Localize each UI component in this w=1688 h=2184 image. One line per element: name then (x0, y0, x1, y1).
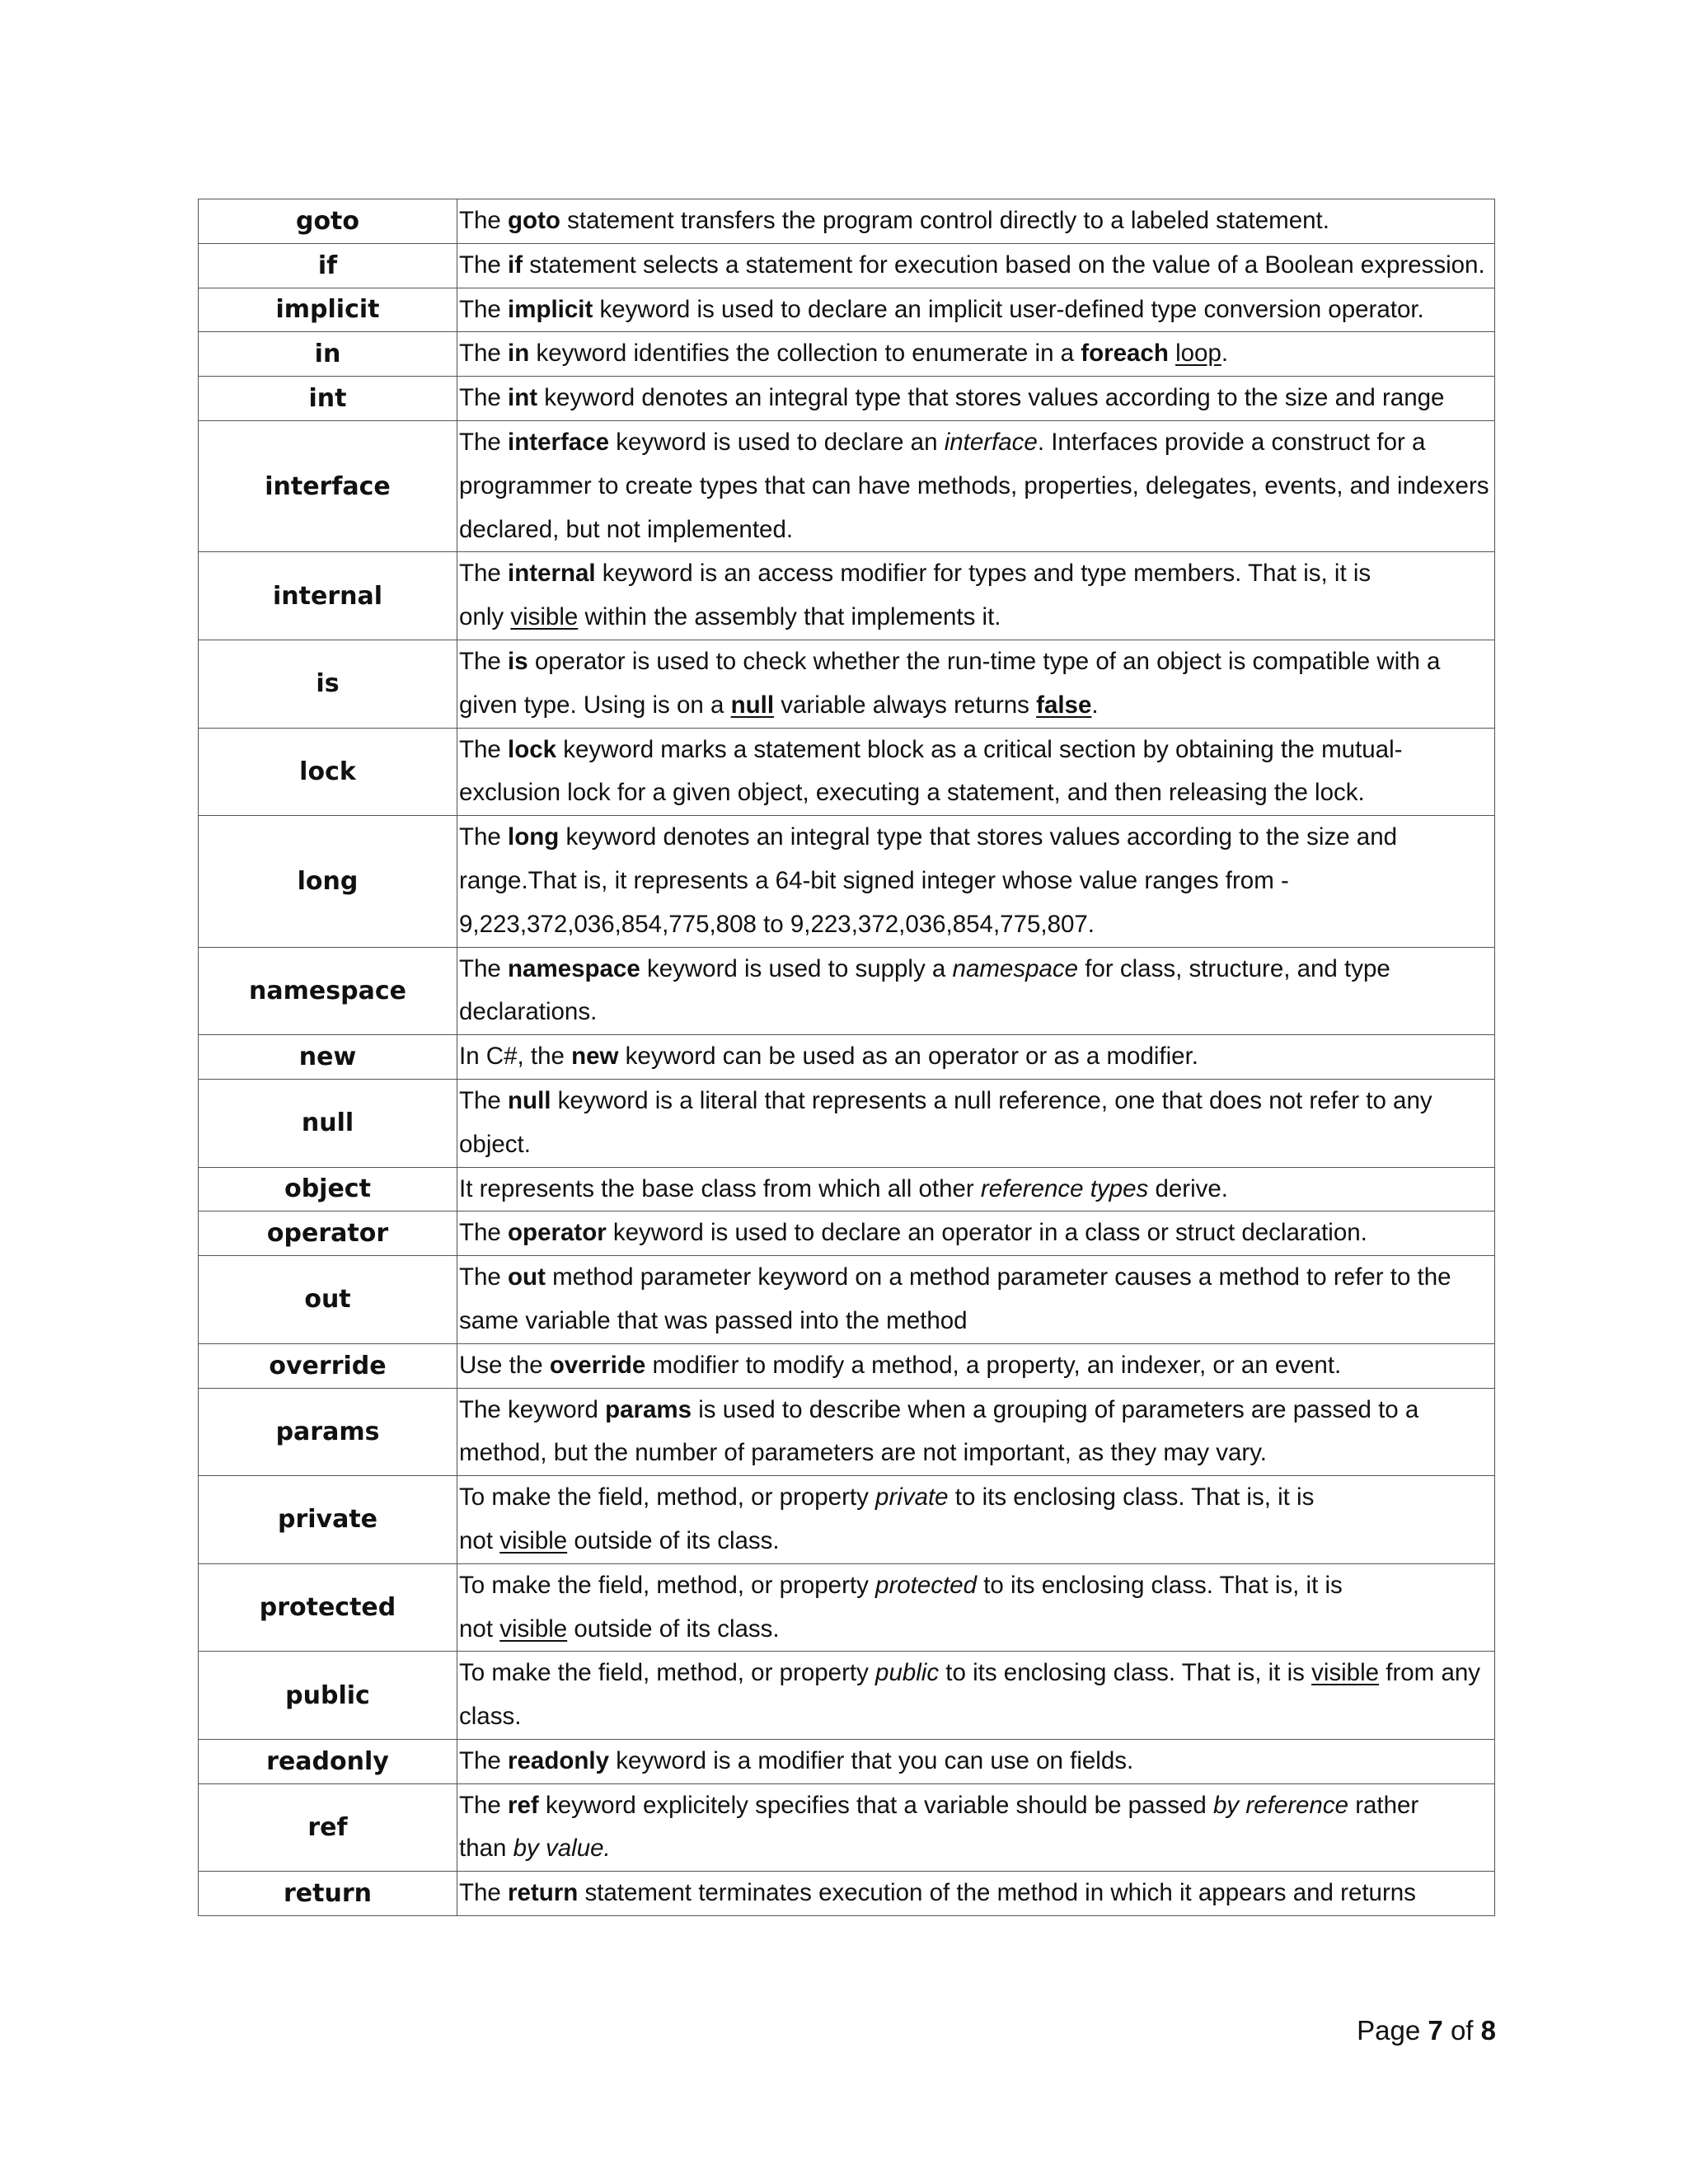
description-cell (457, 1343, 1495, 1388)
description-segment: false (1036, 691, 1092, 719)
description-cell (457, 1035, 1495, 1080)
keyword-row (199, 1388, 1495, 1476)
description-cell (457, 1563, 1495, 1652)
keyword-table (198, 199, 1495, 1916)
description-segment: outside of its class. (567, 1615, 780, 1643)
description-cell (457, 1739, 1495, 1783)
description-cell (457, 1476, 1495, 1564)
keyword-cell: int (199, 377, 457, 421)
page-footer (1357, 2015, 1496, 2046)
description-segment: The (459, 954, 509, 982)
description-cell (457, 640, 1495, 728)
description-segment: Use the (459, 1351, 550, 1379)
description-segment: readonly (508, 1746, 609, 1774)
description-segment: within the assembly that implements it. (578, 603, 1001, 631)
description-segment: The (459, 560, 509, 588)
keyword-row (199, 552, 1495, 640)
keyword-cell: override (199, 1343, 457, 1388)
keyword-cell: out (199, 1256, 457, 1344)
description-segment: keyword denotes an integral type that stores values according to the size and (559, 823, 1398, 851)
description-segment: keyword is used to supply a (640, 954, 953, 982)
description-segment: new (571, 1043, 619, 1071)
description-segment: operator (508, 1219, 607, 1247)
description-segment: visible (510, 603, 579, 631)
description-segment: keyword can be used as an operator or as a modifier. (618, 1043, 1198, 1071)
keyword-row (199, 1783, 1495, 1872)
description-segment: private (875, 1483, 949, 1511)
description-segment: The (459, 1263, 509, 1291)
keyword-cell: params (199, 1388, 457, 1476)
description-segment: by value. (513, 1835, 611, 1863)
description-cell (457, 1872, 1495, 1916)
description-segment: . (1091, 691, 1099, 719)
keyword-row (199, 816, 1495, 947)
description-segment: The (459, 1879, 509, 1907)
page-number: 7 (1428, 2015, 1443, 2046)
description-segment: lock (508, 735, 557, 763)
description-segment: range.That is, it represents a 64-bit signed integer whose value ranges from - (459, 866, 1289, 894)
description-segment: int (508, 384, 538, 412)
description-cell (457, 243, 1495, 288)
description-segment: The (459, 340, 509, 368)
keyword-row (199, 1256, 1495, 1344)
description-segment: It represents the base class from which all other (459, 1174, 981, 1202)
description-segment: derive. (1148, 1174, 1228, 1202)
description-segment: keyword explicitely specifies that a variable should be passed (538, 1791, 1214, 1819)
description-segment: keyword identifies the collection to enumerate in a (529, 340, 1081, 368)
keyword-row (199, 1212, 1495, 1256)
description-segment: by reference (1213, 1791, 1348, 1819)
description-segment (1169, 340, 1175, 367)
description-segment: than (459, 1835, 513, 1863)
description-segment: method parameter keyword on a method parameter causes a method to refer to the same variable that was passed into the method (459, 1263, 1451, 1334)
description-segment: foreach (1081, 340, 1169, 368)
description-segment: visible (499, 1526, 568, 1554)
keyword-row (199, 288, 1495, 332)
description-segment: only (459, 603, 511, 631)
description-segment: visible (499, 1615, 568, 1643)
description-segment: rather (1348, 1791, 1419, 1819)
description-cell (457, 1783, 1495, 1872)
description-segment: loop (1175, 340, 1221, 368)
description-segment: To make the field, method, or property (459, 1483, 876, 1511)
description-segment: operator is used to check whether the run-time type of an object is compatible with a given type. Using is on a (459, 647, 1441, 719)
description-segment: to its enclosing class. That is, it is (977, 1571, 1343, 1599)
description-segment: statement transfers the program control directly to a labeled statement. (560, 207, 1329, 234)
description-segment: 9,223,372,036,854,775,808 to 9,223,372,036,854,775,807. (459, 910, 1095, 938)
description-segment: visible (1311, 1659, 1380, 1687)
description-segment: The (459, 647, 509, 675)
description-segment: The (459, 1219, 509, 1247)
description-segment: The (459, 207, 509, 234)
keyword-row (199, 947, 1495, 1035)
keyword-cell: protected (199, 1563, 457, 1652)
description-segment: out (508, 1263, 546, 1291)
description-segment: return (508, 1879, 579, 1907)
description-segment: long (508, 823, 560, 851)
description-segment: interface (944, 428, 1038, 456)
description-segment: keyword marks a statement block as a critical section by obtaining the mutual- (556, 735, 1403, 763)
keyword-cell: public (199, 1652, 457, 1740)
keyword-cell: readonly (199, 1739, 457, 1783)
description-segment: The (459, 428, 509, 456)
keyword-table-body (199, 199, 1495, 1916)
description-segment: keyword is used to declare an (609, 428, 945, 456)
page-prefix: Page (1357, 2015, 1428, 2046)
keyword-row (199, 728, 1495, 816)
description-segment: To make the field, method, or property (459, 1659, 876, 1687)
keyword-cell: long (199, 816, 457, 947)
keyword-row (199, 1739, 1495, 1783)
description-segment: null (730, 691, 775, 719)
description-segment: The (459, 735, 509, 763)
description-segment: The (459, 295, 509, 323)
description-segment: keyword is used to declare an implicit user-defined type conversion operator. (593, 295, 1424, 323)
page-of: of (1442, 2015, 1481, 2046)
description-segment: The (459, 1746, 509, 1774)
description-cell (457, 377, 1495, 421)
description-cell (457, 1079, 1495, 1167)
keyword-cell: in (199, 332, 457, 377)
description-segment: The (459, 1791, 509, 1819)
description-segment: in (508, 340, 530, 368)
description-segment: from any class. (459, 1659, 1481, 1731)
keyword-cell: operator (199, 1212, 457, 1256)
description-cell (457, 199, 1495, 244)
keyword-cell: private (199, 1476, 457, 1564)
keyword-row (199, 332, 1495, 377)
keyword-cell: implicit (199, 288, 457, 332)
description-segment: ref (508, 1791, 539, 1819)
description-segment: internal (508, 560, 596, 588)
description-segment: implicit (508, 295, 593, 323)
keyword-row (199, 243, 1495, 288)
description-segment: for class, structure, and type declarations. (459, 954, 1390, 1026)
description-segment: variable always returns (774, 691, 1037, 719)
keyword-cell: internal (199, 552, 457, 640)
description-segment: The (459, 251, 509, 279)
description-segment: interface (508, 428, 610, 456)
description-segment: exclusion lock for a given object, executing a statement, and then releasing the lock. (459, 779, 1365, 807)
keyword-cell: if (199, 243, 457, 288)
keyword-cell: goto (199, 199, 457, 244)
description-cell (457, 552, 1495, 640)
description-segment: is used to describe when a grouping of parameters are passed to a method, but the number of parameters are not important, as they may vary. (459, 1395, 1419, 1467)
description-segment: keyword is used to declare an operator in a class or struct declaration. (606, 1219, 1367, 1247)
keyword-row (199, 1563, 1495, 1652)
description-segment: To make the field, method, or property (459, 1571, 876, 1599)
description-cell (457, 1167, 1495, 1212)
keyword-cell: lock (199, 728, 457, 816)
keyword-row (199, 377, 1495, 421)
description-segment: keyword is a literal that represents a null reference, one that does not refer to any object. (459, 1086, 1432, 1158)
keyword-cell: return (199, 1872, 457, 1916)
keyword-row (199, 1035, 1495, 1080)
keyword-cell: ref (199, 1783, 457, 1872)
description-segment: . Interfaces provide a construct for a programmer to create types that can have methods, properties, delegates, events, and indexers declared, but not implemented. (459, 428, 1489, 543)
keyword-cell: null (199, 1079, 457, 1167)
description-segment: namespace (508, 954, 640, 982)
description-segment: The (459, 1086, 509, 1114)
description-segment: params (605, 1395, 692, 1423)
description-segment: null (508, 1086, 551, 1114)
description-segment: protected (875, 1571, 978, 1599)
keyword-row (199, 420, 1495, 551)
description-segment: outside of its class. (567, 1526, 780, 1554)
description-segment: The (459, 384, 509, 412)
description-segment: modifier to modify a method, a property, an indexer, or an event. (645, 1351, 1342, 1379)
description-segment: is (508, 647, 528, 675)
keyword-row (199, 1343, 1495, 1388)
description-segment: statement terminates execution of the method in which it appears and returns (578, 1879, 1416, 1907)
description-segment: not (459, 1526, 500, 1554)
keyword-cell: interface (199, 420, 457, 551)
description-cell (457, 816, 1495, 947)
description-cell (457, 1212, 1495, 1256)
page-total: 8 (1480, 2015, 1496, 2046)
description-segment: keyword is a modifier that you can use on fields. (609, 1746, 1134, 1774)
keyword-row (199, 1167, 1495, 1212)
description-cell (457, 1652, 1495, 1740)
description-segment: keyword is an access modifier for types and type members. That is, it is (595, 560, 1372, 588)
description-segment: not (459, 1615, 500, 1643)
description-cell (457, 1256, 1495, 1344)
keyword-row (199, 1652, 1495, 1740)
description-cell (457, 332, 1495, 377)
description-cell (457, 420, 1495, 551)
description-cell (457, 288, 1495, 332)
description-segment: In C#, the (459, 1043, 572, 1071)
description-segment: to its enclosing class. That is, it is (948, 1483, 1315, 1511)
description-segment: statement selects a statement for execution based on the value of a Boolean expression. (523, 251, 1485, 279)
description-segment: override (549, 1351, 646, 1379)
description-segment: The (459, 823, 509, 851)
description-segment: goto (508, 207, 560, 234)
keyword-row (199, 1872, 1495, 1916)
keyword-row (199, 1476, 1495, 1564)
description-segment: namespace (952, 954, 1079, 982)
keyword-row (199, 640, 1495, 728)
description-cell (457, 947, 1495, 1035)
keyword-cell: object (199, 1167, 457, 1212)
keyword-row (199, 199, 1495, 244)
keyword-cell: new (199, 1035, 457, 1080)
keyword-cell: namespace (199, 947, 457, 1035)
keyword-row (199, 1079, 1495, 1167)
description-segment: to its enclosing class. That is, it is (939, 1659, 1312, 1687)
keyword-cell: is (199, 640, 457, 728)
description-segment: keyword denotes an integral type that stores values according to the size and range (537, 384, 1445, 412)
description-cell (457, 1388, 1495, 1476)
description-segment: reference types (980, 1174, 1149, 1202)
description-segment: . (1221, 340, 1229, 368)
description-cell (457, 728, 1495, 816)
description-segment: The keyword (459, 1395, 606, 1423)
description-segment: if (508, 251, 523, 279)
description-segment: public (875, 1659, 940, 1687)
